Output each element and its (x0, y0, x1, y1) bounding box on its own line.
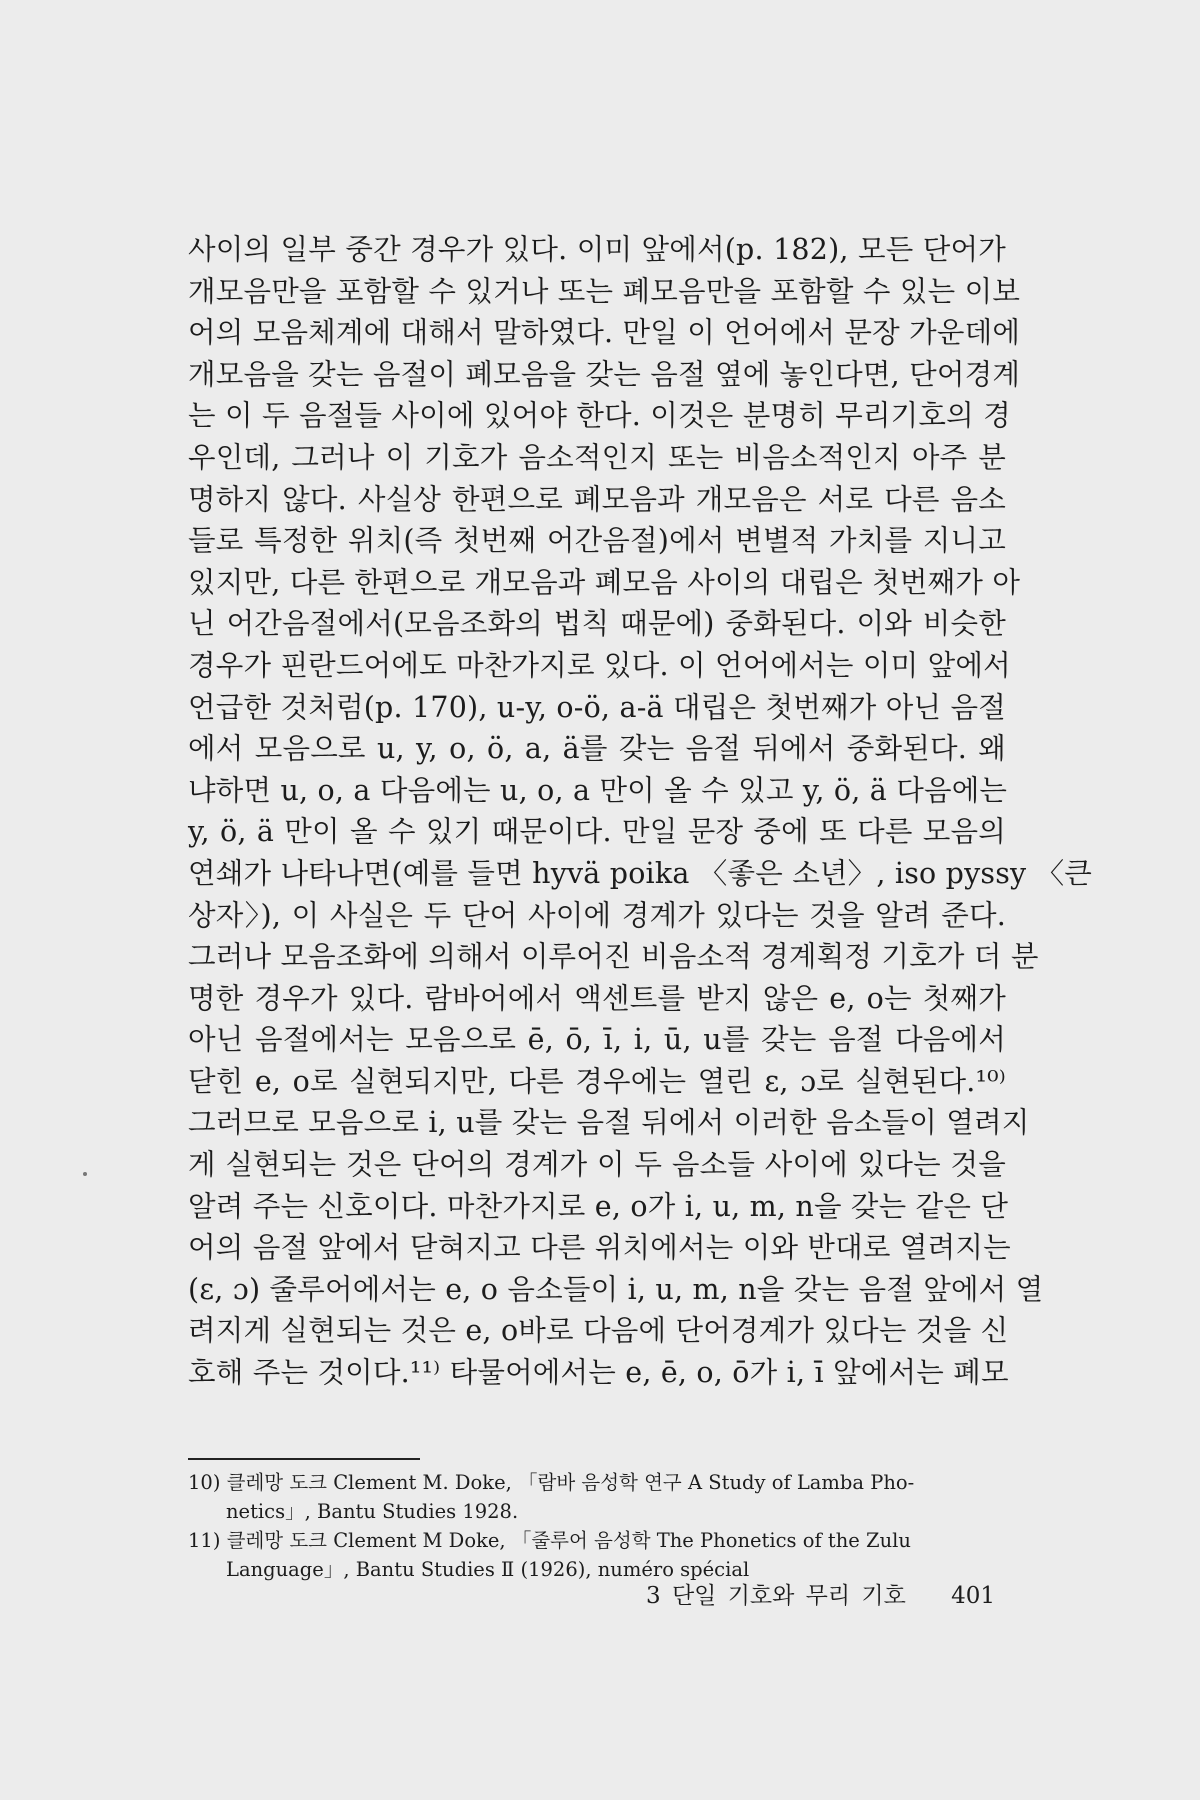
footnote-11: 11) 클레망 도크 Clement M Doke, 「줄루어 음성학 The Phonetics of the Zulu (188, 1529, 911, 1552)
body-text (188, 229, 1093, 1394)
footnote-divider (188, 1458, 420, 1460)
body-line: (ɛ, ɔ) 줄루어에서는 e, o 음소들이 i, u, m, n을 갖는 음절 앞에서 열 (188, 1272, 1044, 1306)
body-line: 명하지 않다. 사실상 한편으로 폐모음과 개모음은 서로 다른 음소 (188, 482, 1006, 516)
body-line: 는 이 두 음절들 사이에 있어야 한다. 이것은 분명히 무리기호의 경 (188, 399, 1011, 433)
body-line: 그러므로 모음으로 i, u를 갖는 음절 뒤에서 이러한 음소들이 열려지 (188, 1106, 1030, 1140)
body-line: 언급한 것처럼(p. 170), u-y, o-ö, a-ä 대립은 첫번째가 아닌 음절 (188, 690, 1006, 724)
body-line: 어의 모음체계에 대해서 말하였다. 만일 이 언어에서 문장 가운데에 (188, 316, 1021, 350)
body-line: 명한 경우가 있다. 람바어에서 액센트를 받지 않은 e, o는 첫째가 (188, 981, 1006, 1015)
body-line: 닌 어간음절에서(모음조화의 법칙 때문에) 중화된다. 이와 비슷한 (188, 607, 1006, 641)
body-line: 우인데, 그러나 이 기호가 음소적인지 또는 비음소적인지 아주 분 (188, 440, 1006, 474)
page-footer (646, 1581, 995, 1611)
footnote-10: 10) 클레망 도크 Clement M. Doke, 「람바 음성학 연구 A Study of Lamba Pho- (188, 1471, 915, 1494)
body-line: 닫힌 e, o로 실현되지만, 다른 경우에는 열린 ɛ, ɔ로 실현된다.¹⁰⁾ (188, 1064, 1006, 1098)
body-line: 어의 음절 앞에서 닫혀지고 다른 위치에서는 이와 반대로 열려지는 (188, 1231, 1011, 1265)
body-line: 상자〉), 이 사실은 두 단어 사이에 경계가 있다는 것을 알려 준다. (188, 898, 1006, 932)
body-line: 아닌 음절에서는 모음으로 ē, ō, ī, i, ū, u를 갖는 음절 다음에서 (188, 1023, 1006, 1057)
body-line: 에서 모음으로 u, y, o, ö, a, ä를 갖는 음절 뒤에서 중화된다. 왜 (188, 732, 1006, 766)
body-line: 경우가 핀란드어에도 마찬가지로 있다. 이 언어에서는 이미 앞에서 (188, 648, 1011, 682)
footnote-10-continuation: netics」, Bantu Studies 1928. (226, 1500, 519, 1523)
page-number: 401 (951, 1583, 995, 1609)
body-line: 그러나 모음조화에 의해서 이루어진 비음소적 경계획정 기호가 더 분 (188, 940, 1039, 974)
body-line: 들로 특정한 위치(즉 첫번째 어간음절)에서 변별적 가치를 지니고 (188, 524, 1006, 558)
body-line: 게 실현되는 것은 단어의 경계가 이 두 음소들 사이에 있다는 것을 (188, 1148, 1006, 1182)
running-footer-title: 3 단일 기호와 무리 기호 (646, 1583, 906, 1609)
body-line: 려지게 실현되는 것은 e, o바로 다음에 단어경계가 있다는 것을 신 (188, 1314, 1009, 1348)
body-line: 개모음만을 포함할 수 있거나 또는 폐모음만을 포함할 수 있는 이보 (188, 274, 1021, 308)
body-line: 연쇄가 나타나면(예를 들면 hyvä poika 〈좋은 소년〉, iso pyssy 〈큰 (188, 856, 1093, 890)
scan-speck (83, 1172, 87, 1176)
body-line: 사이의 일부 중간 경우가 있다. 이미 앞에서(p. 182), 모든 단어가 (188, 233, 1006, 266)
body-line: 냐하면 u, o, a 다음에는 u, o, a 만이 올 수 있고 y, ö, ä 다음에는 (188, 773, 1008, 807)
body-line: 있지만, 다른 한편으로 개모음과 폐모음 사이의 대립은 첫번째가 아 (188, 565, 1021, 599)
body-line: 개모음을 갖는 음절이 폐모음을 갖는 음절 옆에 놓인다면, 단어경계 (188, 357, 1021, 391)
footnote-11-continuation: Language」, Bantu Studies Ⅱ (1926), numéro spécial (226, 1558, 750, 1581)
body-line: 알려 주는 신호이다. 마찬가지로 e, o가 i, u, m, n을 갖는 같은 단 (188, 1189, 1009, 1223)
body-line: y, ö, ä 만이 올 수 있기 때문이다. 만일 문장 중에 또 다른 모음의 (188, 815, 1006, 849)
body-line: 호해 주는 것이다.¹¹⁾ 타물어에서는 e, ē, o, ō가 i, ī 앞에서는 폐모 (188, 1356, 1009, 1390)
footnotes (188, 1468, 1006, 1584)
